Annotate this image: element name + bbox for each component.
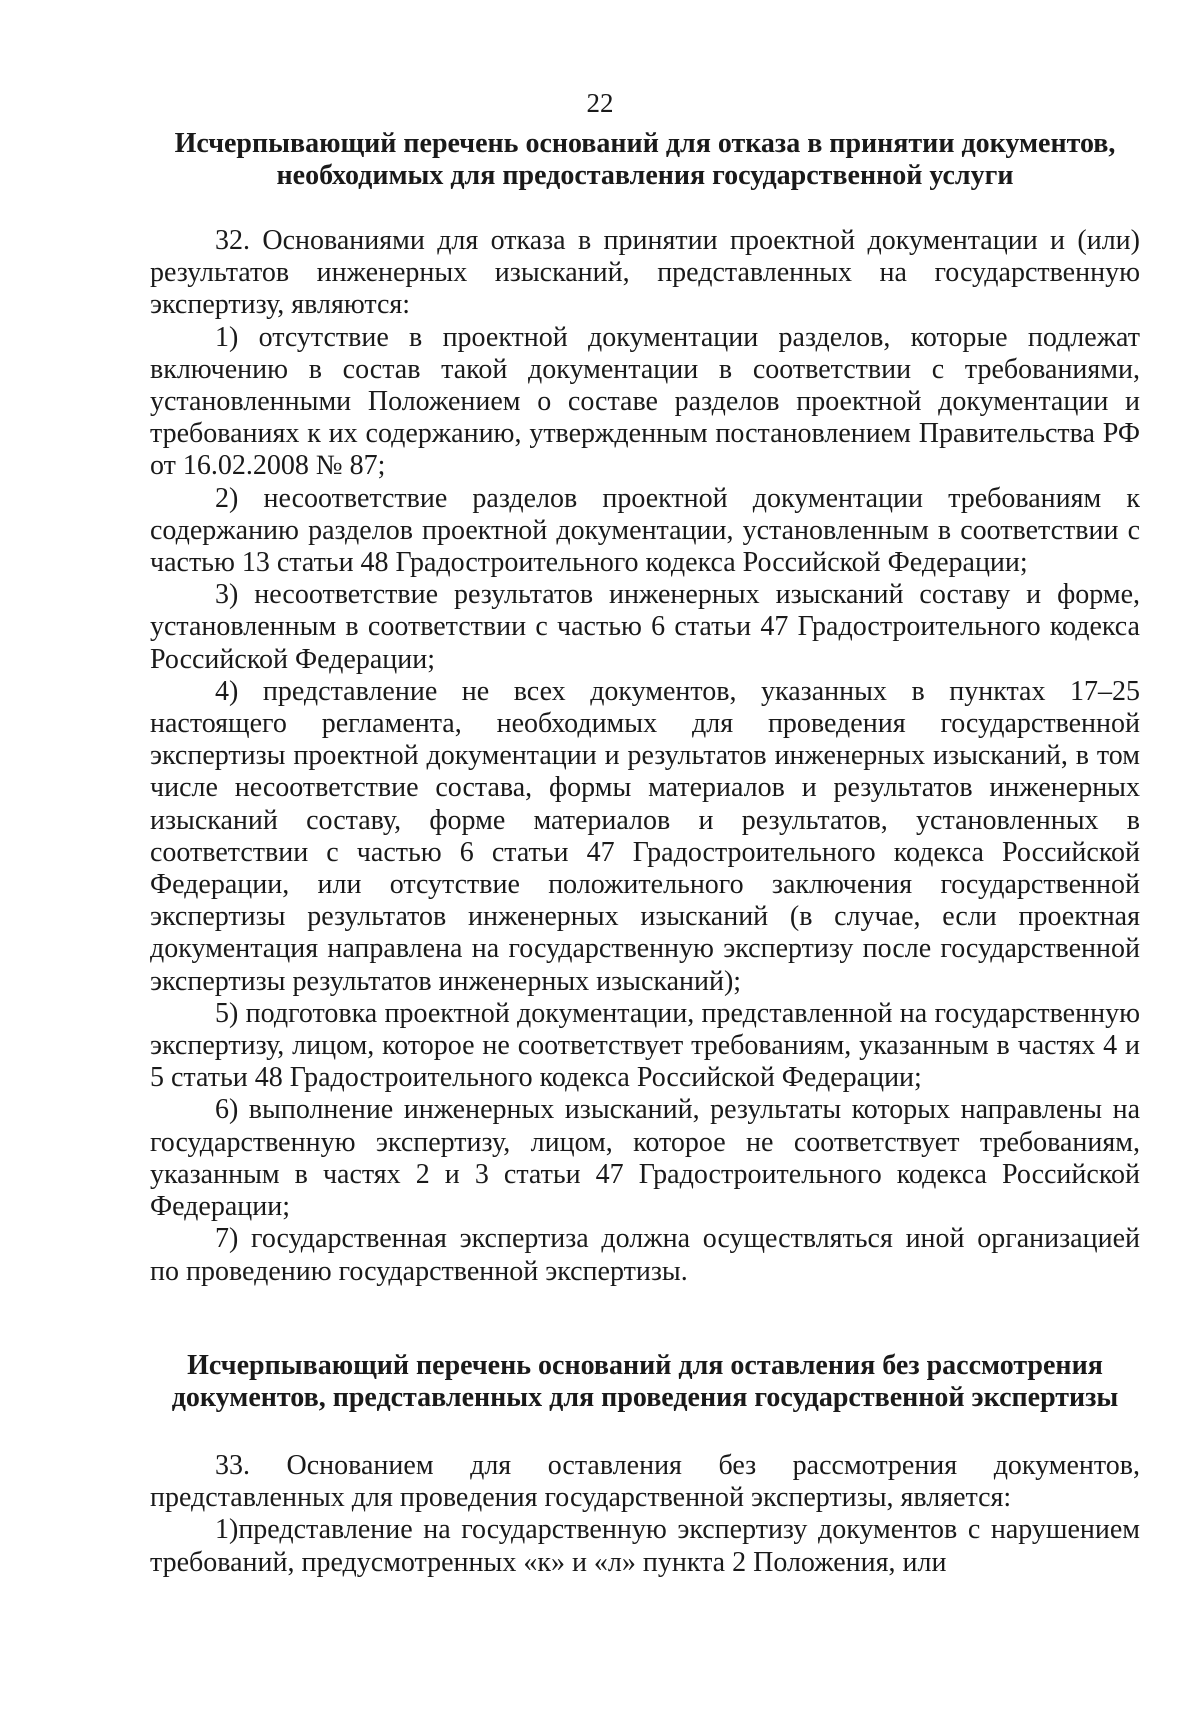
list-item-2: 2) несоответствие разделов проектной документации требованиям к содержанию разделов проектной документации, установленным в соответствии с частью 13 статьи 48 Градостроительного кодекса Российской Федерации; (150, 482, 1140, 579)
section-heading-refusal-grounds (150, 128, 1140, 192)
section-body-leave-without-review (150, 1450, 1140, 1579)
list-item-5: 5) подготовка проектной документации, представленной на государственную экспертизу, лицом, которое не соответствует требованиям, указанным в частях 4 и 5 статьи 48 Градостроительного кодекса Российской Федерации; (150, 997, 1140, 1094)
list-item-1: 1)представление на государственную экспертизу документов с нарушением требований, предусмотренных «к» и «л» пункта 2 Положения, или (150, 1514, 1140, 1578)
page-number: 22 (586, 88, 614, 118)
paragraph-33: 33. Основанием для оставления без рассмотрения документов, представленных для проведения государственной экспертизы, является: (150, 1450, 1140, 1514)
paragraph-32: 32. Основаниями для отказа в принятии проектной документации и (или) результатов инженерных изысканий, представленных на государственную экспертизу, являются: (150, 225, 1140, 321)
heading-line: документов, представленных для проведения государственной экспертизы (171, 1382, 1119, 1413)
heading-line: Исчерпывающий перечень оснований для отказа в принятии документов, (174, 128, 1116, 159)
list-item-6: 6) выполнение инженерных изысканий, результаты которых направлены на государственную экспертизу, лицом, которое не соответствует требованиям, указанным в частях 2 и 3 статьи 47 Градостроительного кодекса Российской Федерации; (150, 1094, 1140, 1223)
section-heading-leave-without-review (150, 1350, 1140, 1414)
section-body-refusal-grounds (150, 225, 1140, 1288)
list-item-3: 3) несоответствие результатов инженерных изысканий составу и форме, установленным в соответствии с частью 6 статьи 47 Градостроительного кодекса Российской Федерации; (150, 579, 1140, 675)
heading-line: необходимых для предоставления государственной услуги (276, 160, 1014, 191)
list-item-7: 7) государственная экспертиза должна осуществляться иной организацией по проведению государственной экспертизы. (150, 1223, 1140, 1287)
list-item-4: 4) представление не всех документов, указанных в пунктах 17–25 настоящего регламента, необходимых для проведения государственной экспертизы проектной документации и результатов инженерных изысканий, в том числе несоответствие состава, формы материалов и результатов инженерных изысканий составу, форме материалов и результатов, установленных в соответствии с частью 6 статьи 47 Градостроительного кодекса Российской Федерации, или отсутствие положительного заключения государственной экспертизы результатов инженерных изысканий (в случае, если проектная документация направлена на государственную экспертизу после государственной экспертизы результатов инженерных изысканий); (150, 675, 1140, 997)
heading-line: Исчерпывающий перечень оснований для оставления без рассмотрения (187, 1350, 1103, 1381)
list-item-1: 1) отсутствие в проектной документации разделов, которые подлежат включению в состав такой документации в соответствии с требованиями, установленными Положением о составе разделов проектной документации и требованиях к их содержанию, утвержденным постановлением Правительства РФ от 16.02.2008 № 87; (150, 321, 1140, 482)
